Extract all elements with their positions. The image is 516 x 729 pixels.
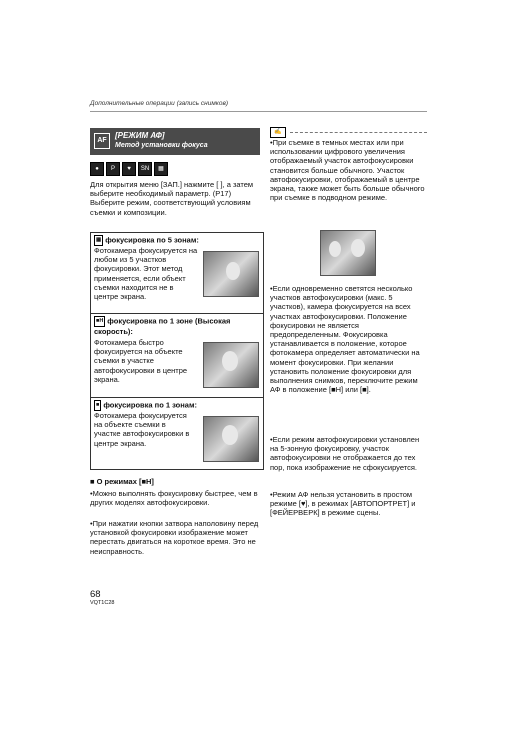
face-shape xyxy=(351,239,365,257)
row-heading xyxy=(94,235,199,246)
title-line1: [РЕЖИМ АФ] xyxy=(115,131,165,140)
left-bullet: •Можно выполнять фокусировку быстрее, чем в других моделях автофокусировки. xyxy=(90,489,258,508)
row-heading xyxy=(94,400,197,411)
applicable-modes xyxy=(90,162,168,176)
face-shape xyxy=(222,425,238,445)
row-heading-text: фокусировка по 1 зоне (Высокая скорость): xyxy=(94,316,231,336)
row-heading-text: фокусировка по 5 зонам: xyxy=(105,235,199,245)
page-code: VQT1C28 xyxy=(90,600,115,606)
header-rule xyxy=(90,111,427,112)
mode-icon: ▦ xyxy=(154,162,168,176)
row-heading-text: фокусировка по 1 зонам: xyxy=(103,400,197,410)
title-line2: Метод установки фокуса xyxy=(115,142,208,149)
left-bullet: •При нажатии кнопки затвора наполовину перед установкой фокусировки изображение может перестать двигаться на короткое время. Это не неисправность. xyxy=(90,519,259,556)
face-shape xyxy=(329,241,341,257)
sample-photo xyxy=(203,416,259,462)
sample-photo xyxy=(320,230,376,276)
note-header xyxy=(270,127,427,137)
page-number: 68 xyxy=(90,589,101,600)
table-row xyxy=(91,397,263,470)
mode-icon: P xyxy=(106,162,120,176)
row-body: Фотокамера фокусируется на любом из 5 участков фокусировки. Этот метод применяется, если объект съемки находится не в центре экрана. xyxy=(94,246,198,302)
row-body: Фотокамера быстро фокусируется на объекте съемки в участке автофокусировки в центре экрана. xyxy=(94,338,188,384)
sample-photo xyxy=(203,251,259,297)
right-bullet: •Если режим автофокусировки установлен на 5-зонную фокусировку, участок автофокусировки не отображается до тех пор, пока изображение не сфокусируется. xyxy=(270,435,420,472)
mode-icon: SN xyxy=(138,162,152,176)
af-mode-icon: AF xyxy=(94,133,110,149)
af-mode-table xyxy=(90,232,264,470)
right-bullet: •Если одновременно светятся несколько участков автофокусировки (макс. 5 участков), камера фокусируется на всех участках автофокусировки. Положение фокусировки не является предопределенным. Фокусировка устанавливается в положение, которое фотокамера определяет автоматически на момент фокусировки. При желании установить положение фокусировки для выполнения снимков, переключите режим АФ в положение [■H] или [■]. xyxy=(270,284,420,395)
high-speed-area-icon: ■H xyxy=(94,316,105,327)
right-bullet: •Режим АФ нельзя установить в простом режиме [♥], в режимах [АВТОПОРТРЕТ] и [ФЕЙЕРВЕРК] в режиме сцены. xyxy=(270,490,416,518)
face-shape xyxy=(222,351,238,371)
right-bullet: •При съемке в темных местах или при использовании цифрового увеличения отображаемый участок автофокусировки становится больше обычного. Участок автофокусировки, отображаемый в центре экрана, также может быть больше обычного при съемке в подводном режиме. xyxy=(270,138,425,203)
face-shape xyxy=(226,262,240,280)
section-title-box xyxy=(90,128,260,155)
note-icon: ✍ xyxy=(270,127,286,138)
row-heading xyxy=(94,316,262,336)
sample-photo xyxy=(203,342,259,388)
mode-icon: ● xyxy=(90,162,104,176)
note-divider xyxy=(290,132,427,133)
table-row xyxy=(91,313,263,398)
subsection-title: ■ О режимах [■H] xyxy=(90,477,154,486)
intro-text: Для открытия меню [ЗАП.] нажмите [ ], а затем выберите необходимый параметр. (P17) Выберите режим, соответствующий условиям съемки и композиции. xyxy=(90,180,254,217)
row-body: Фотокамера фокусируется на объекте съемки в участке автофокусировки в центре экрана. xyxy=(94,411,190,448)
single-area-icon: ■ xyxy=(94,400,101,411)
mode-icon: ♥ xyxy=(122,162,136,176)
page-header: Дополнительные операции (запись снимков) xyxy=(90,100,229,107)
table-row xyxy=(91,233,263,313)
multi-area-icon: ▦ xyxy=(94,235,103,246)
